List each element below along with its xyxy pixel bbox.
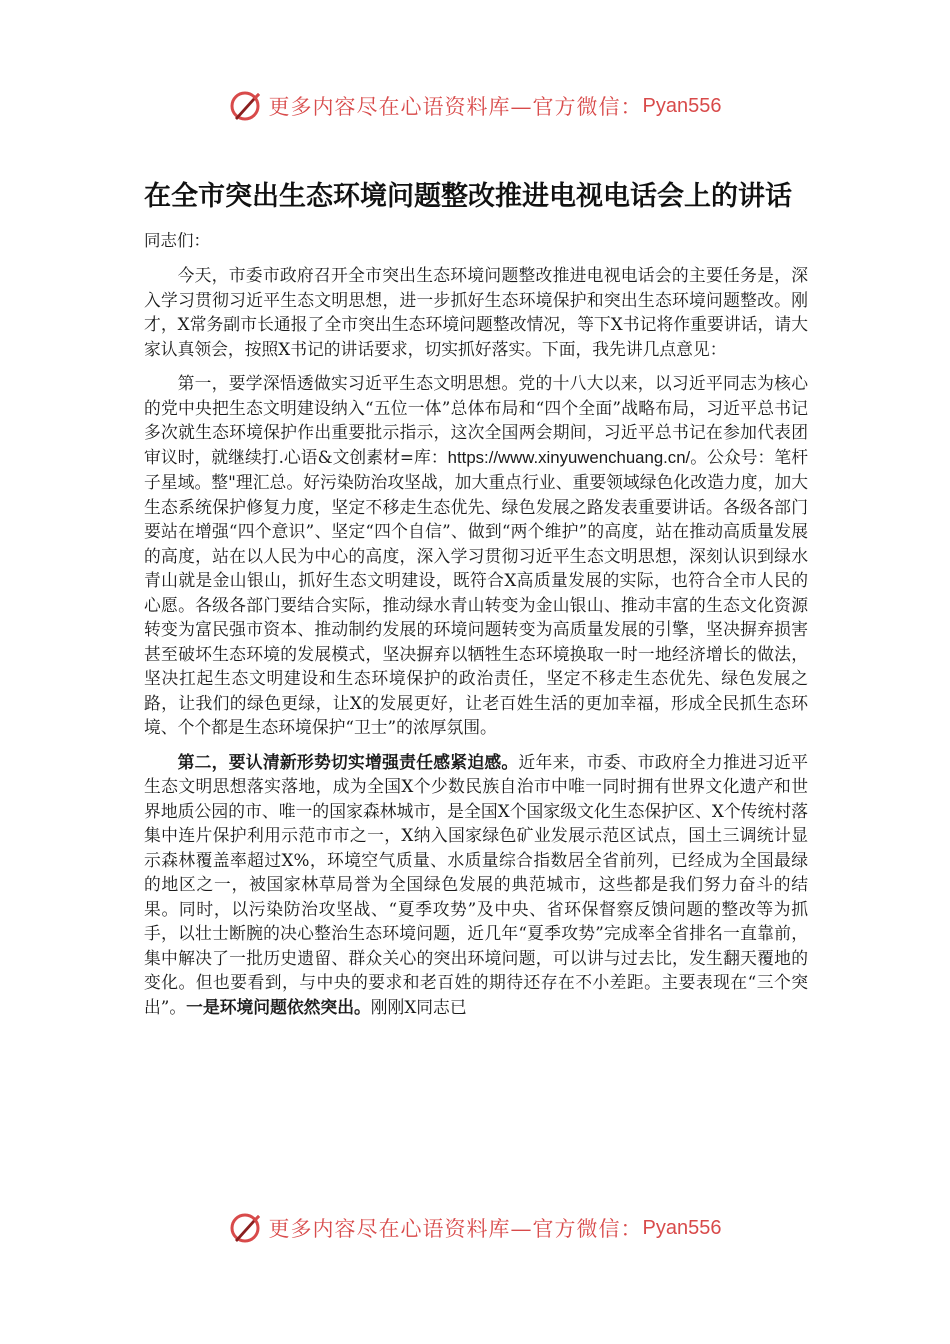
second-point-tail: 刚刚X同志已	[370, 996, 467, 1017]
document-body	[144, 172, 808, 1029]
paragraph-first-point	[144, 371, 808, 740]
first-issue-heading: 一是环境问题依然突出。	[186, 996, 371, 1017]
salutation: 同志们：	[144, 231, 210, 250]
source-url: https://www.xinyuwenchuang.cn/	[447, 447, 691, 467]
banner-wechat-id: Pyan556	[642, 94, 722, 117]
paragraph-first-point-text-a: 第一，要学深悟透做实习近平生态文明思想。党的十八大以来，以习近平同志为核心的党中央把生态文明建设纳入“五位一体”总体布局和“四个全面”战略布局，习近平总书记多次就生态环境保护作出重要批示指示，这次全国两会期间，习近平总书记在参加代表团审议时，就继续打.心语&文创素材=库：	[144, 373, 808, 467]
paragraph-intro: 今天，市委市政府召开全市突出生态环境问题整改推进电视电话会的主要任务是，深入学习贯彻习近平生态文明思想，进一步抓好生态环境保护和突出生态环境问题整改。刚才，X常务副市长通报了全市突出生态环境问题整改情况，等下X书记将作重要讲话，请大家认真领会，按照X书记的讲话要求，切实抓好落实。下面，我先讲几点意见：	[144, 265, 808, 359]
pen-logo-icon	[229, 88, 265, 124]
second-point-body: 近年来，市委、市政府全力推进习近平生态文明思想落实落地，成为全国X个少数民族自治市中唯一同时拥有世界文化遗产和世界地质公园的市、唯一的国家森林城市，是全国X个国家级文化生态保护区、X个传统村落集中连片保护利用示范市市之一，X纳入国家绿色矿业发展示范区试点，国土三调统计显示森林覆盖率超过X%，环境空气质量、水质量综合指数居全省前列，已经成为全国最绿的地区之一，被国家林草局誉为全国绿色发展的典范城市，这些都是我们努力奋斗的结果。同时，以污染防治攻坚战、“夏季攻势”及中央、省环保督察反馈问题的整改等为抓手，以壮士断腕的决心整治生态环境问题，近几年“夏季攻势”完成率全省排名一直靠前，集中解决了一批历史遗留、群众关心的突出环境问题，可以讲与过去比，发生翻天覆地的变化。但也要看到，与中央的要求和老百姓的期待还存在不小差距。主要表现在“三个突出”。	[144, 751, 808, 1017]
second-point-heading: 第二，要认清新形势切实增强责任感紧迫感。	[177, 751, 519, 772]
footer-watermark-banner	[0, 1206, 950, 1250]
paragraph-first-point-text-b: 。公众号：笔杆子星域。整"理汇总。好污染防治攻坚战，加大重点行业、重要领域绿色化改造力度，加大生态系统保护修复力度，坚定不移走生态优先、绿色发展之路发表重要讲话。各级各部门要站在增强“四个意识”、坚定“四个自信”、做到“两个维护”的高度，站在推动高质量发展的高度，站在以人民为中心的高度，深入学习贯彻习近平生态文明思想，深刻认识到绿水青山就是金山银山，抓好生态文明建设，既符合X高质量发展的实际，也符合全市人民的心愿。各级各部门要结合实际，推动绿水青山转变为金山银山、推动丰富的生态文化资源转变为富民强市资本、推动制约发展的环境问题转变为高质量发展的引擎，坚决摒弃损害甚至破坏生态环境的发展模式，坚决摒弃以牺牲生态环境换取一时一地经济增长的做法，坚决扛起生态文明建设和生态环境保护的政治责任，坚定不移走生态优先、绿色发展之路，让我们的绿色更绿，让X的发展更好，让老百姓生活的更加幸福，形成全民抓生态环境、个个都是生态环境保护“卫士”的浓厚氛围。	[144, 446, 808, 737]
document-title: 在全市突出生态环境问题整改推进电视电话会上的讲话	[144, 181, 792, 212]
paragraph-second-point	[144, 750, 808, 1020]
banner-text: 更多内容尽在心语资料库—官方微信：	[268, 1217, 643, 1241]
banner-wechat-id: Pyan556	[642, 1216, 722, 1239]
banner-text: 更多内容尽在心语资料库—官方微信：	[268, 95, 643, 119]
pen-logo-icon	[229, 1210, 265, 1246]
header-watermark-banner	[0, 84, 950, 128]
